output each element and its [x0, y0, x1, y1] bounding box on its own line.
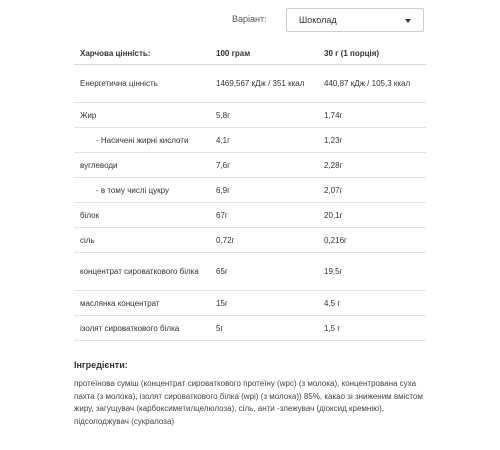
row-per-serving: 2,07г — [318, 178, 426, 203]
row-per-serving: 0,216г — [318, 228, 426, 253]
row-per-100g: 4,1г — [210, 128, 318, 153]
header-per-100g: 100 грам — [210, 42, 318, 65]
table-row — [74, 178, 426, 203]
ingredients-text: протеїнова суміш (концентрат сироваткового протеїну (wpc) (з молока), концентрована суха пахта (з молока), ізолят сироваткового білка (wpi) (з молока)) 85%, какао зі зниженим вмістом жиру, загущувач (карбоксиметилцелюлоза), сіль, анти -злежувач (діоксид кремнію), підсолоджувач (сукралоза) — [74, 379, 423, 426]
variant-label: Варіант: — [232, 14, 267, 24]
row-per-100g: 1469,567 кДж / 351 ккал — [210, 65, 318, 103]
variant-selected-value: Шоколад — [299, 15, 337, 25]
row-name: білок — [74, 203, 210, 228]
table-row — [74, 153, 426, 178]
row-per-serving: 4,5 г — [318, 291, 426, 316]
table-row — [74, 253, 426, 291]
ingredients-section — [74, 360, 434, 428]
row-per-100g: 15г — [210, 291, 318, 316]
caret-down-icon — [405, 19, 411, 23]
row-name: ізолят сироваткового білка — [74, 316, 210, 341]
row-name: Енергетична цінність — [74, 65, 210, 103]
nutrition-table — [74, 42, 426, 341]
table-row — [74, 103, 426, 128]
row-name: - Насичені жирні кислоти — [74, 128, 210, 153]
row-per-serving: 1,74г — [318, 103, 426, 128]
row-name: маслянка концентрат — [74, 291, 210, 316]
row-name: сіль — [74, 228, 210, 253]
row-per-100g: 6,9г — [210, 178, 318, 203]
row-per-100g: 7,6г — [210, 153, 318, 178]
row-per-serving: 20,1г — [318, 203, 426, 228]
header-per-serving: 30 г (1 порція) — [318, 42, 426, 65]
table-row — [74, 65, 426, 103]
row-per-100g: 5г — [210, 316, 318, 341]
table-row — [74, 291, 426, 316]
row-per-serving: 1,23г — [318, 128, 426, 153]
ingredients-title: Інгредієнти: — [74, 360, 128, 370]
row-per-100g: 0,72г — [210, 228, 318, 253]
table-header-row — [74, 42, 426, 65]
row-per-serving: 440,87 кДж / 105,3 ккал — [318, 65, 426, 103]
table-row — [74, 228, 426, 253]
table-row — [74, 203, 426, 228]
header-nutrition: Харчова цінність: — [74, 42, 210, 65]
row-per-100g: 67г — [210, 203, 318, 228]
table-row — [74, 316, 426, 341]
row-name: концентрат сироваткового білка — [74, 253, 210, 291]
row-per-100g: 65г — [210, 253, 318, 291]
variant-select[interactable] — [286, 8, 424, 32]
row-per-serving: 19,5г — [318, 253, 426, 291]
table-row — [74, 128, 426, 153]
row-per-serving: 2,28г — [318, 153, 426, 178]
row-per-serving: 1,5 г — [318, 316, 426, 341]
row-name: вуглеводи — [74, 153, 210, 178]
variant-row — [0, 8, 500, 34]
row-per-100g: 5,8г — [210, 103, 318, 128]
row-name: Жир — [74, 103, 210, 128]
row-name: - в тому числі цукру — [74, 178, 210, 203]
